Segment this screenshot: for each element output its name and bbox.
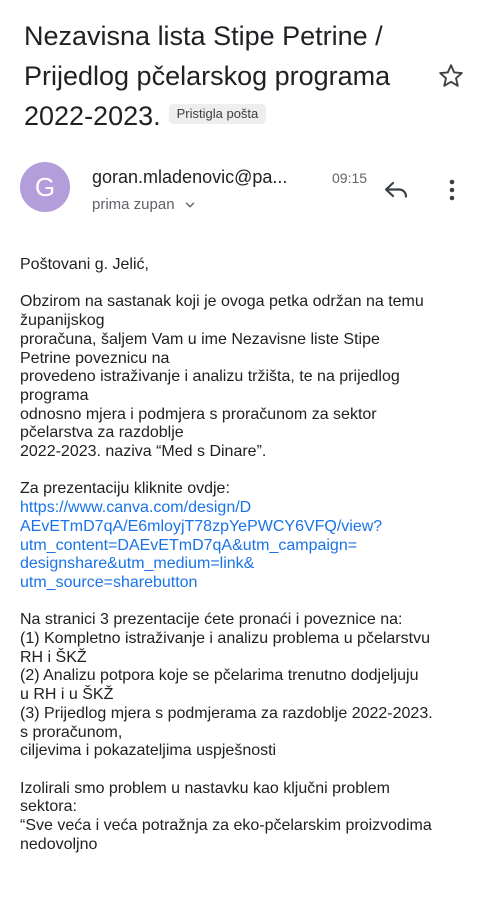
body-line: s proračunom, <box>20 723 123 741</box>
body-line: Petrine poveznicu na <box>20 349 170 367</box>
email-subject-area <box>24 16 424 136</box>
body-line: Obzirom na sastanak koji je ovoga petka održan na temu <box>20 293 424 311</box>
body-line: ciljevima i pokazateljima uspješnosti <box>20 742 277 760</box>
chevron-down-icon <box>183 198 197 212</box>
body-line: proračuna, šaljem Vam u ime Nezavisne liste Stipe <box>20 330 380 348</box>
subject-line: Prijedlog pčelarskog programa <box>24 61 391 91</box>
body-line: (2) Analizu potpora koje se pčelarima trenutno dodjeljuju <box>20 667 419 685</box>
subject-line <box>24 96 424 136</box>
inbox-label-chip[interactable]: Pristigla pošta <box>169 104 267 124</box>
email-subject <box>24 16 424 136</box>
presentation-link[interactable]: utm_source=sharebutton <box>20 573 198 591</box>
body-line: Na stranici 3 prezentacije ćete pronaći i poveznice na: <box>20 611 403 629</box>
presentation-link[interactable]: designshare&utm_medium=link& <box>20 555 255 573</box>
more-vert-icon[interactable] <box>444 176 460 204</box>
body-line: pčelarstva za razdoblje <box>20 424 184 442</box>
body-line: nedovoljno <box>20 835 98 853</box>
body-line: u RH i u ŠKŽ <box>20 686 114 704</box>
presentation-link[interactable]: utm_content=DAEvETmD7qA&utm_campaign= <box>20 536 358 554</box>
sent-time: 09:15 <box>332 170 368 186</box>
email-body <box>20 256 472 854</box>
body-line: odnosno mjera i podmjera s proračunom za sektor <box>20 405 377 423</box>
subject-line-text: 2022-2023. <box>24 101 161 131</box>
avatar[interactable]: G <box>20 162 70 212</box>
star-outline-icon[interactable] <box>437 62 465 90</box>
sender-name[interactable]: goran.mladenovic@pa... <box>92 167 288 187</box>
body-line: “Sve veća i veća potražnja za eko-pčelarskim proizvodima <box>20 817 432 835</box>
sender-header <box>20 162 470 222</box>
body-line: programa <box>20 386 89 404</box>
reply-icon[interactable] <box>383 178 411 202</box>
body-line: (1) Kompletno istraživanje i analizu problema u pčelarstvu <box>20 630 430 648</box>
presentation-link[interactable]: https://www.canva.com/design/D <box>20 499 252 517</box>
body-line: županijskog <box>20 312 105 330</box>
body-line: sektora: <box>20 798 77 816</box>
presentation-link[interactable]: AEvETmD7qA/E6mloyjT78zpYePWCY6VFQ/view? <box>20 517 383 535</box>
link-intro: Za prezentaciju kliknite ovdje: <box>20 480 230 498</box>
greeting: Poštovani g. Jelić, <box>20 256 149 273</box>
body-line: provedeno istraživanje i analizu tržišta, te na prijedlog <box>20 368 400 386</box>
body-line: Izolirali smo problem u nastavku kao ključni problem <box>20 779 390 797</box>
subject-line: Nezavisna lista Stipe Petrine / <box>24 21 383 51</box>
body-line: (3) Prijedlog mjera s podmjerama za razdoblje 2022-2023. <box>20 704 433 722</box>
recipient-toggle[interactable] <box>92 196 197 213</box>
recipient-label: prima zupan <box>92 196 175 213</box>
body-line: RH i ŠKŽ <box>20 648 87 666</box>
body-line: 2022-2023. naziva “Med s Dinare”. <box>20 443 267 461</box>
